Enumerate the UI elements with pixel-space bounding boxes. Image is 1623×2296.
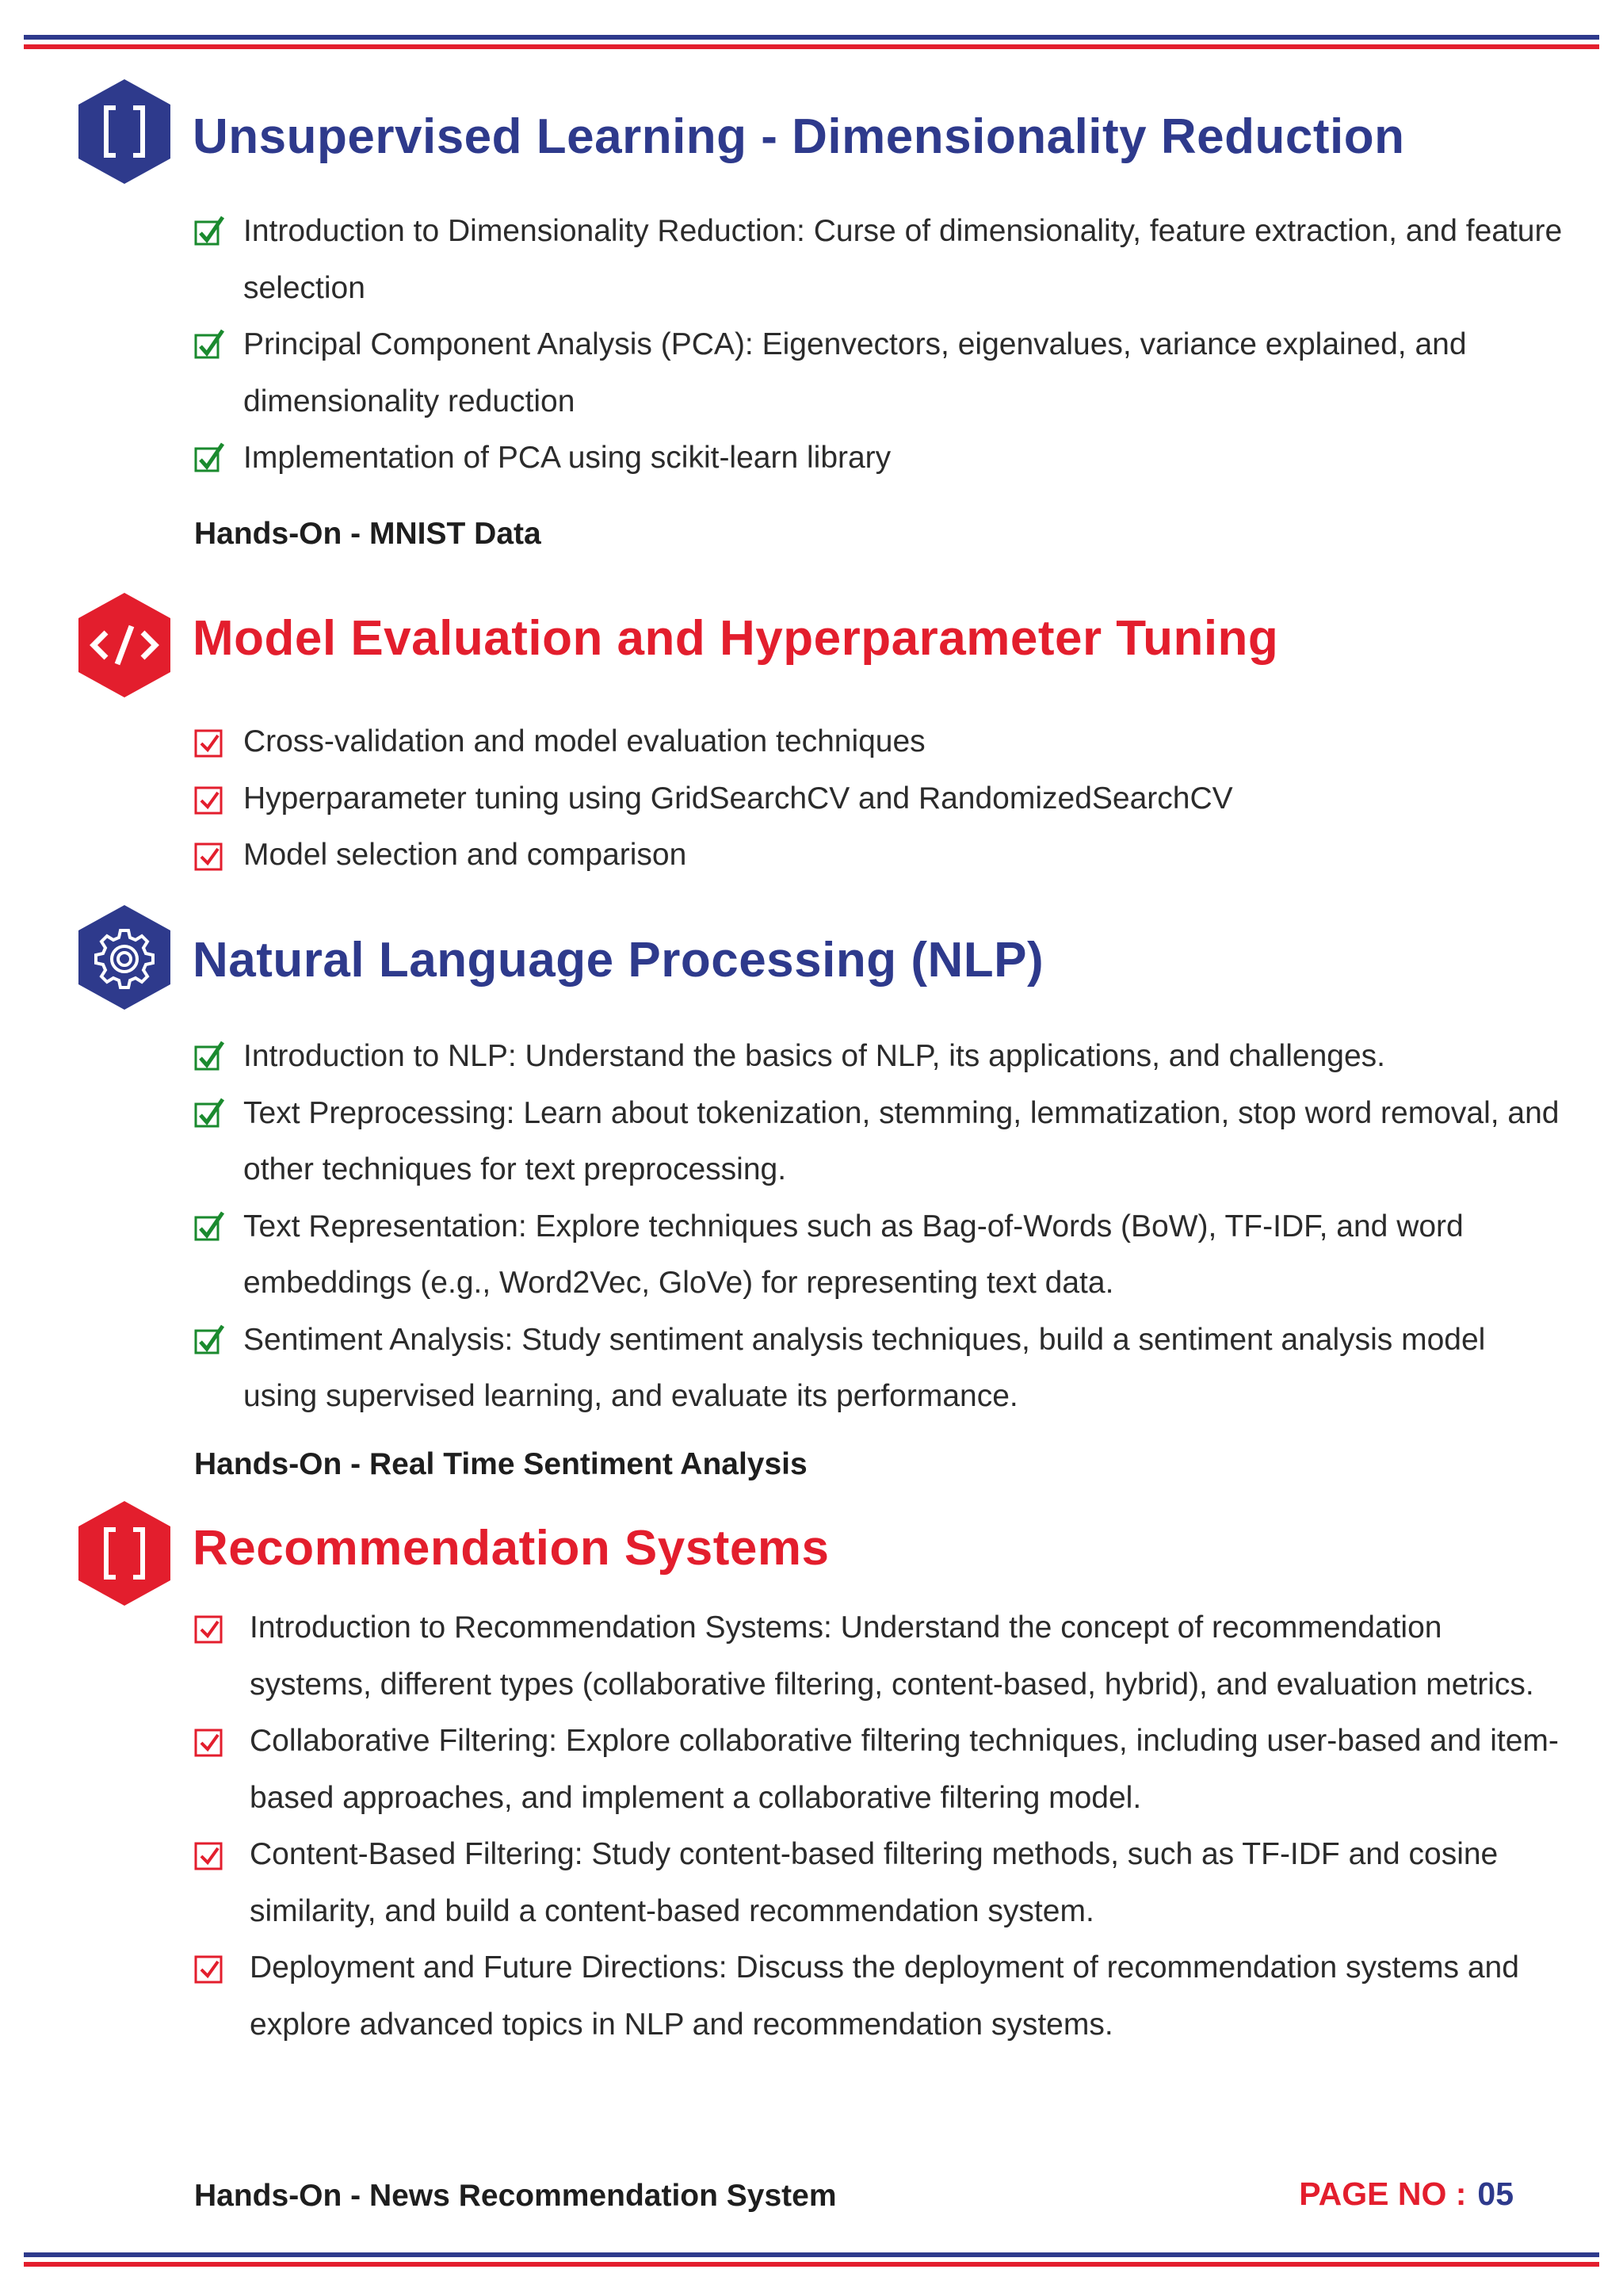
list-item: Collaborative Filtering: Explore collaborative filtering techniques, including user-based and item-based approaches, and implement a collaborative filtering model. [193,1713,1568,1826]
list-item: Hyperparameter tuning using GridSearchCV and RandomizedSearchCV [193,770,1568,827]
list-item: Cross-validation and model evaluation techniques [193,713,1568,770]
green-check-icon [194,1041,226,1072]
brackets-icon [76,78,173,185]
list-item: Introduction to Dimensionality Reduction: Curse of dimensionality, feature extraction, and feature selection [193,203,1568,316]
list-item: Sentiment Analysis: Study sentiment analysis techniques, build a sentiment analysis model using supervised learning, and evaluate its performance. [193,1312,1568,1425]
code-icon [76,591,173,699]
topic-list [193,1028,1568,1425]
red-check-icon [194,726,226,758]
section-title: Natural Language Processing (NLP) [193,933,1044,988]
list-item: Text Representation: Explore techniques such as Bag-of-Words (BoW), TF-IDF, and word embeddings (e.g., Word2Vec, GloVe) for representing text data. [193,1198,1568,1312]
green-check-icon [194,216,226,247]
page-number [1299,2176,1514,2213]
hands-on-label: Hands-On - Real Time Sentiment Analysis [194,1447,808,1481]
section-title: Unsupervised Learning - Dimensionality Reduction [193,109,1405,164]
red-check-icon [194,1725,226,1757]
list-item: Deployment and Future Directions: Discuss the deployment of recommendation systems and explore advanced topics in NLP and recommendation systems. [193,1939,1568,2053]
red-check-icon [194,839,226,871]
topic-list [193,713,1568,884]
topic-list [193,1599,1568,2053]
topic-list [193,203,1568,487]
green-check-icon [194,1098,226,1129]
red-check-icon [194,1839,226,1870]
top-rule-blue [24,35,1599,40]
page-number-value: 05 [1477,2176,1514,2212]
green-check-icon [194,442,226,474]
brackets-icon [76,1499,173,1607]
list-item: Principal Component Analysis (PCA): Eigenvectors, eigenvalues, variance explained, and dimensionality reduction [193,316,1568,430]
green-check-icon [194,1324,226,1356]
list-item: Introduction to NLP: Understand the basics of NLP, its applications, and challenges. [193,1028,1568,1085]
green-check-icon [194,329,226,361]
top-rule-red [24,44,1599,49]
green-check-icon [194,1211,226,1243]
red-check-icon [194,1952,226,1984]
list-item: Implementation of PCA using scikit-learn library [193,430,1568,487]
section-title: Recommendation Systems [193,1521,830,1576]
bottom-rule-red [24,2262,1599,2267]
hands-on-label: Hands-On - News Recommendation System [194,2179,837,2213]
red-check-icon [194,1612,226,1644]
gear-icon [76,904,173,1011]
list-item: Text Preprocessing: Learn about tokenization, stemming, lemmatization, stop word removal, and other techniques for text preprocessing. [193,1085,1568,1198]
section-title: Model Evaluation and Hyperparameter Tuning [193,611,1279,666]
page-number-label: PAGE NO : [1299,2176,1467,2212]
hands-on-label: Hands-On - MNIST Data [194,517,541,551]
list-item: Introduction to Recommendation Systems: Understand the concept of recommendation systems, different types (collaborative filtering, content-based, hybrid), and evaluation metrics. [193,1599,1568,1713]
list-item: Model selection and comparison [193,827,1568,884]
list-item: Content-Based Filtering: Study content-based filtering methods, such as TF-IDF and cosine similarity, and build a content-based recommendation system. [193,1826,1568,1939]
red-check-icon [194,783,226,815]
bottom-rule-blue [24,2252,1599,2257]
